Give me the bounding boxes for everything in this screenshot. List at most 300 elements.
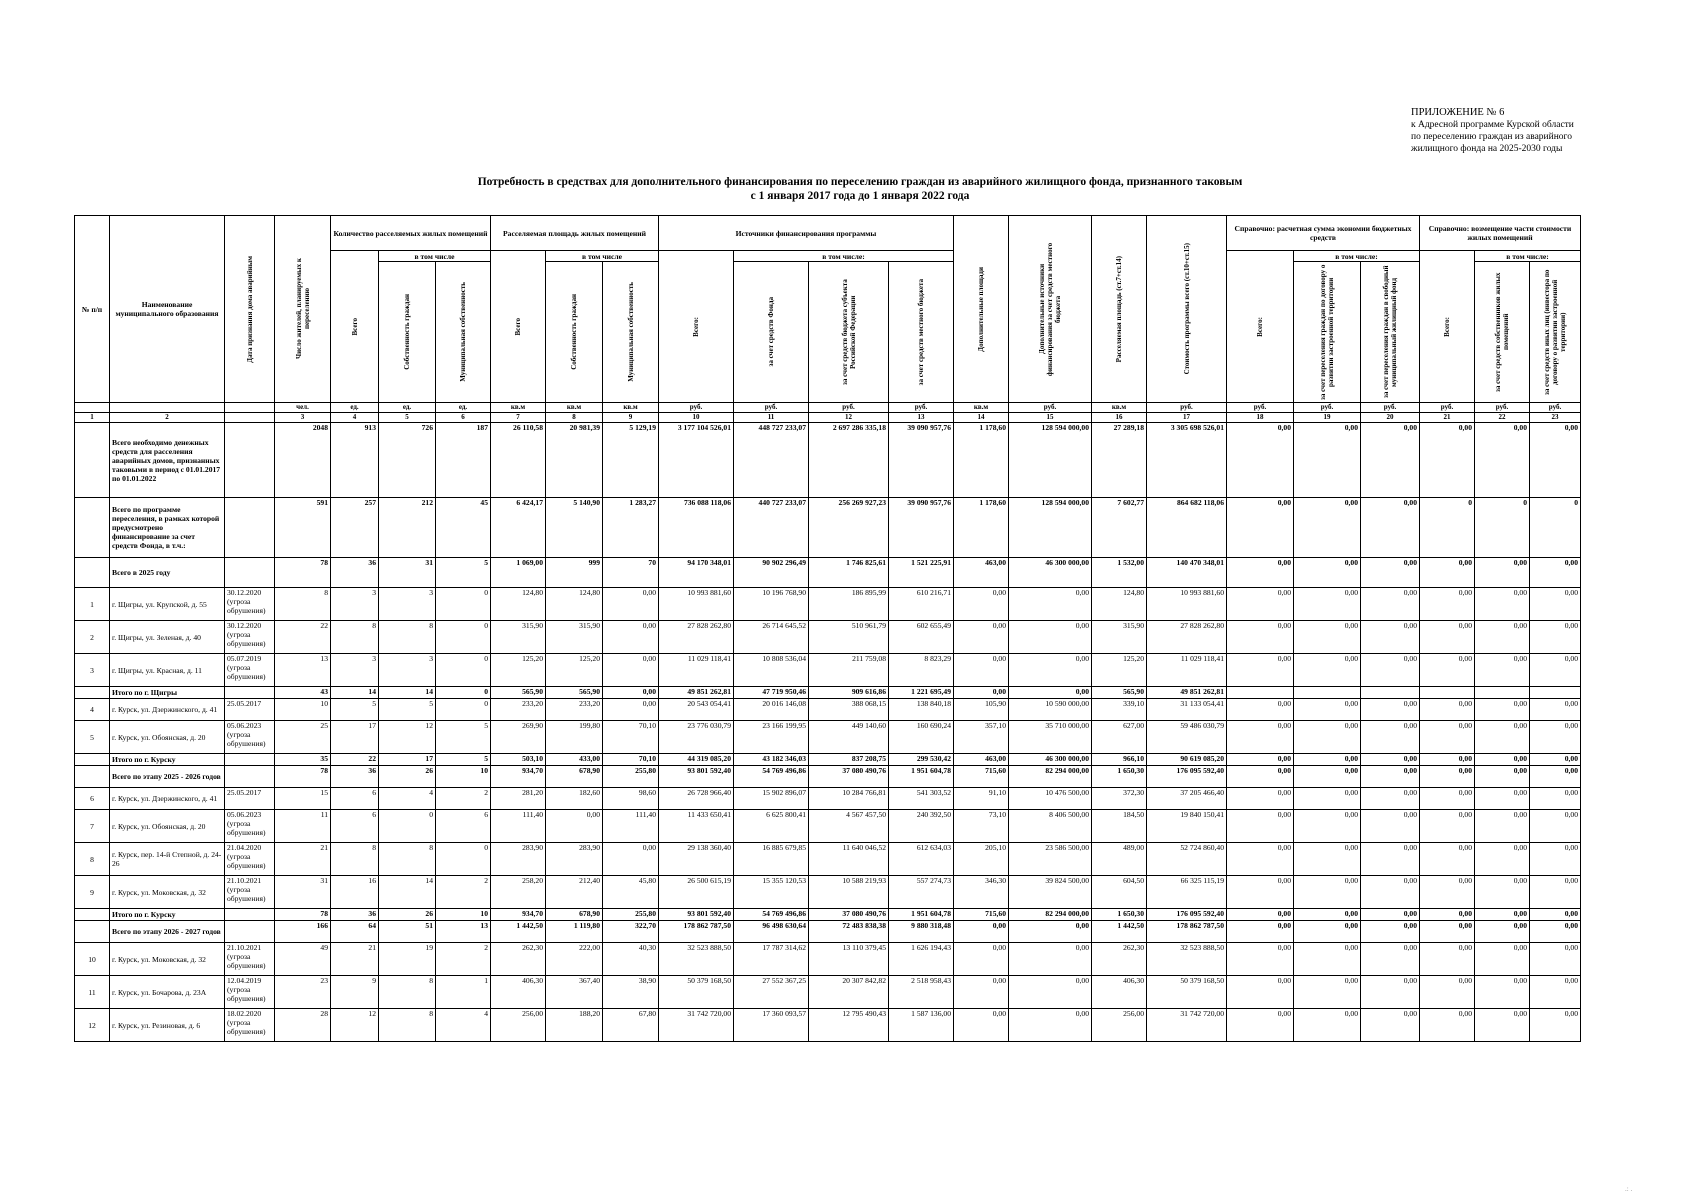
row-value-cell: 0,00: [1475, 699, 1530, 721]
row-value-cell: 5: [379, 699, 436, 721]
row-value-cell: 0,00: [1294, 699, 1361, 721]
row-value-cell: 0,00: [603, 654, 659, 687]
row-value-cell: 0,00: [1294, 621, 1361, 654]
row-date: 30.12.2020 (угроза обрушения): [225, 621, 275, 654]
row-value-cell: 283,90: [491, 843, 546, 876]
column-index-cell: 6: [436, 413, 491, 423]
row-value-cell: 0,00: [1530, 423, 1581, 498]
row-value-cell: 78: [275, 558, 331, 588]
row-value-cell: 256 269 927,23: [809, 498, 889, 558]
row-value-cell: 8: [379, 621, 436, 654]
column-index-cell: 11: [734, 413, 809, 423]
row-value-cell: 0,00: [1294, 588, 1361, 621]
row-value-cell: 0,00: [1530, 876, 1581, 909]
row-value-cell: 0,00: [603, 699, 659, 721]
row-value-cell: 0,00: [603, 588, 659, 621]
row-value-cell: 70,10: [603, 754, 659, 766]
table-row: [75, 788, 1581, 810]
row-value-cell: 678,90: [546, 766, 603, 788]
row-value-cell: 5: [436, 558, 491, 588]
unit-cell: кв.м: [1092, 403, 1147, 413]
unit-cell: руб.: [1361, 403, 1420, 413]
row-date: [225, 754, 275, 766]
row-name: г. Курск, ул. Моковская, д. 32: [110, 943, 225, 976]
row-value-cell: 70,10: [603, 721, 659, 754]
row-value-cell: 233,20: [546, 699, 603, 721]
row-value-cell: 0,00: [1530, 699, 1581, 721]
row-value-cell: 489,00: [1092, 843, 1147, 876]
header-saving-total: Всего:: [1256, 316, 1264, 337]
row-value-cell: 10: [436, 909, 491, 921]
row-date: 30.12.2020 (угроза обрушения): [225, 588, 275, 621]
row-value-cell: 66 325 115,19: [1147, 876, 1227, 909]
row-value-cell: 0,00: [954, 943, 1009, 976]
row-value-cell: 199,80: [546, 721, 603, 754]
row-value-cell: 6: [436, 810, 491, 843]
row-number: [75, 909, 110, 921]
row-value-cell: 140 470 348,01: [1147, 558, 1227, 588]
row-value-cell: 0,00: [1361, 423, 1420, 498]
table-row: [75, 721, 1581, 754]
row-value-cell: 19 840 150,41: [1147, 810, 1227, 843]
row-value-cell: 212: [379, 498, 436, 558]
row-value-cell: 0,00: [1227, 976, 1294, 1009]
row-name: г. Курск, пер. 14-й Степной, д. 24-26: [110, 843, 225, 876]
row-value-cell: 51: [379, 921, 436, 943]
row-value-cell: 0,00: [1361, 498, 1420, 558]
row-value-cell: 433,00: [546, 754, 603, 766]
row-value-cell: 35: [275, 754, 331, 766]
table-total-row: [75, 766, 1581, 788]
unit-cell: ед.: [436, 403, 491, 413]
row-value-cell: 0,00: [1227, 909, 1294, 921]
row-value-cell: 0,00: [1227, 558, 1294, 588]
header-group-saving: Справочно: расчетная сумма экономии бюджетных средств: [1227, 216, 1420, 251]
row-number: 3: [75, 654, 110, 687]
row-value-cell: 262,30: [491, 943, 546, 976]
row-number: [75, 558, 110, 588]
row-value-cell: 36: [331, 558, 379, 588]
row-value-cell: 406,30: [1092, 976, 1147, 1009]
row-value-cell: 21: [331, 943, 379, 976]
row-value-cell: 14: [379, 876, 436, 909]
row-value-cell: 8: [379, 976, 436, 1009]
row-value-cell: 38,90: [603, 976, 659, 1009]
row-value-cell: 999: [546, 558, 603, 588]
row-value-cell: 1 283,27: [603, 498, 659, 558]
row-value-cell: 0,00: [1475, 976, 1530, 1009]
column-index-cell: 15: [1009, 413, 1092, 423]
unit-cell: ед.: [379, 403, 436, 413]
header-rooms-citizens: Собственность граждан: [403, 294, 411, 370]
row-value-cell: [1475, 687, 1530, 699]
row-value-cell: 27 828 262,80: [1147, 621, 1227, 654]
row-value-cell: 187: [436, 423, 491, 498]
row-value-cell: 10: [275, 699, 331, 721]
row-value-cell: 0,00: [1420, 909, 1475, 921]
row-value-cell: 0,00: [1294, 843, 1361, 876]
row-date: 18.02.2020 (угроза обрушения): [225, 1009, 275, 1042]
row-number: 10: [75, 943, 110, 976]
column-index-cell: 7: [491, 413, 546, 423]
row-value-cell: 0,00: [1420, 754, 1475, 766]
table-row: [75, 843, 1581, 876]
table-row: [75, 588, 1581, 621]
row-value-cell: 0,00: [1420, 921, 1475, 943]
header-saving-development: за счет переселения граждан по договору о развитии застроенной территории: [1319, 264, 1335, 400]
table-body: [75, 403, 1581, 1042]
row-value-cell: 111,40: [603, 810, 659, 843]
row-value-cell: 256,00: [491, 1009, 546, 1042]
row-value-cell: 0,00: [1294, 754, 1361, 766]
row-value-cell: 1 532,00: [1092, 558, 1147, 588]
row-value-cell: 1 587 136,00: [889, 1009, 954, 1042]
row-value-cell: 864 682 118,06: [1147, 498, 1227, 558]
row-value-cell: 1 650,30: [1092, 766, 1147, 788]
header-program-cost: Стоимость программы всего (ст.10+ст.15): [1182, 243, 1191, 375]
row-value-cell: 8: [275, 588, 331, 621]
row-value-cell: 3 177 104 526,01: [659, 423, 734, 498]
row-value-cell: 0: [436, 699, 491, 721]
row-value-cell: 257: [331, 498, 379, 558]
column-index-cell: 9: [603, 413, 659, 423]
row-value-cell: 610 216,71: [889, 588, 954, 621]
table-total-row: [75, 558, 1581, 588]
row-number: [75, 921, 110, 943]
row-value-cell: 125,20: [546, 654, 603, 687]
row-value-cell: 32 523 888,50: [659, 943, 734, 976]
row-number: 7: [75, 810, 110, 843]
row-value-cell: 184,50: [1092, 810, 1147, 843]
row-value-cell: 565,90: [546, 687, 603, 699]
row-value-cell: 0: [436, 588, 491, 621]
row-number: 5: [75, 721, 110, 754]
row-value-cell: 26 714 645,52: [734, 621, 809, 654]
row-value-cell: 7 602,77: [1092, 498, 1147, 558]
row-value-cell: 0,00: [1361, 810, 1420, 843]
row-value-cell: 16 885 679,85: [734, 843, 809, 876]
row-value-cell: 0,00: [1294, 943, 1361, 976]
row-value-cell: 9 880 318,48: [889, 921, 954, 943]
row-value-cell: 27 289,18: [1092, 423, 1147, 498]
row-value-cell: 0,00: [1361, 1009, 1420, 1042]
row-value-cell: 0,00: [1530, 943, 1581, 976]
row-value-cell: 125,20: [1092, 654, 1147, 687]
table-row: [75, 654, 1581, 687]
row-value-cell: 44 319 085,20: [659, 754, 734, 766]
table-row: [75, 876, 1581, 909]
row-value-cell: 1 442,50: [1092, 921, 1147, 943]
table-total-row: [75, 498, 1581, 558]
unit-cell: руб.: [734, 403, 809, 413]
row-value-cell: 96 498 630,64: [734, 921, 809, 943]
row-value-cell: 124,80: [546, 588, 603, 621]
row-number: 4: [75, 699, 110, 721]
header-area-citizens: Собственность граждан: [570, 294, 578, 370]
row-value-cell: 255,80: [603, 766, 659, 788]
row-value-cell: 1 951 604,78: [889, 909, 954, 921]
row-number: 1: [75, 588, 110, 621]
row-value-cell: 17 787 314,62: [734, 943, 809, 976]
row-value-cell: 32 523 888,50: [1147, 943, 1227, 976]
row-value-cell: 0,00: [1227, 754, 1294, 766]
row-date: [225, 558, 275, 588]
table-row: [75, 699, 1581, 721]
row-value-cell: 40,30: [603, 943, 659, 976]
row-value-cell: 966,10: [1092, 754, 1147, 766]
row-value-cell: 37 080 490,76: [809, 766, 889, 788]
row-value-cell: 0,00: [1475, 621, 1530, 654]
row-value-cell: 256,00: [1092, 1009, 1147, 1042]
row-value-cell: 0,00: [1530, 588, 1581, 621]
column-index-cell: 19: [1294, 413, 1361, 423]
row-value-cell: 0,00: [1227, 810, 1294, 843]
row-value-cell: 0,00: [1530, 1009, 1581, 1042]
row-value-cell: 0,00: [1227, 1009, 1294, 1042]
row-value-cell: 11: [275, 810, 331, 843]
row-value-cell: 715,60: [954, 766, 1009, 788]
row-value-cell: 1 951 604,78: [889, 766, 954, 788]
row-date: [225, 498, 275, 558]
row-value-cell: 0,00: [1361, 909, 1420, 921]
row-value-cell: [1294, 687, 1361, 699]
row-value-cell: 0,00: [1420, 976, 1475, 1009]
row-value-cell: 16: [331, 876, 379, 909]
header-local-budget: за счет средств местного бюджета: [917, 278, 925, 386]
row-value-cell: 64: [331, 921, 379, 943]
row-value-cell: [1227, 687, 1294, 699]
column-index-cell: [225, 413, 275, 423]
row-value-cell: 23 776 030,79: [659, 721, 734, 754]
row-value-cell: 372,30: [1092, 788, 1147, 810]
row-name: г. Курск, ул. Дзержинского, д. 41: [110, 699, 225, 721]
row-value-cell: 82 294 000,00: [1009, 766, 1092, 788]
row-value-cell: 11 433 650,41: [659, 810, 734, 843]
row-value-cell: 0,00: [1475, 810, 1530, 843]
row-value-cell: 612 634,03: [889, 843, 954, 876]
row-value-cell: 0,00: [1294, 1009, 1361, 1042]
appendix-line-2: по переселению граждан из аварийного: [1411, 132, 1572, 142]
row-value-cell: 0: [436, 654, 491, 687]
row-value-cell: 0,00: [1420, 788, 1475, 810]
row-name: г. Курск, ул. Резиновая, д. 6: [110, 1009, 225, 1042]
row-value-cell: 5: [436, 754, 491, 766]
row-value-cell: 20 543 054,41: [659, 699, 734, 721]
row-value-cell: 541 303,52: [889, 788, 954, 810]
row-value-cell: 1 119,80: [546, 921, 603, 943]
column-index-cell: 13: [889, 413, 954, 423]
row-value-cell: 0,00: [1009, 588, 1092, 621]
row-value-cell: 262,30: [1092, 943, 1147, 976]
row-value-cell: 591: [275, 498, 331, 558]
row-value-cell: 0,00: [1294, 810, 1361, 843]
row-value-cell: 31: [379, 558, 436, 588]
row-value-cell: 47 719 950,46: [734, 687, 809, 699]
row-name: г. Щигры, ул. Красная, д. 11: [110, 654, 225, 687]
row-value-cell: 128 594 000,00: [1009, 423, 1092, 498]
row-value-cell: 0,00: [954, 621, 1009, 654]
row-value-cell: 31 133 054,41: [1147, 699, 1227, 721]
row-value-cell: 8: [331, 843, 379, 876]
row-value-cell: 17: [331, 721, 379, 754]
row-value-cell: 0,00: [1227, 498, 1294, 558]
row-name: Всего по этапу 2026 - 2027 годов: [110, 921, 225, 943]
row-value-cell: 11 640 046,52: [809, 843, 889, 876]
row-value-cell: 1 650,30: [1092, 909, 1147, 921]
row-value-cell: 6 625 800,41: [734, 810, 809, 843]
row-value-cell: 10 590 000,00: [1009, 699, 1092, 721]
row-value-cell: 0,00: [1227, 654, 1294, 687]
row-value-cell: 0,00: [1530, 810, 1581, 843]
unit-cell: кв.м: [491, 403, 546, 413]
row-value-cell: 0,00: [1475, 588, 1530, 621]
row-value-cell: 178 862 787,50: [1147, 921, 1227, 943]
row-value-cell: 0,00: [1294, 498, 1361, 558]
row-value-cell: 26: [379, 909, 436, 921]
row-value-cell: 934,70: [491, 766, 546, 788]
header-comp-total: Всего:: [1443, 316, 1451, 337]
row-value-cell: 31 742 720,00: [659, 1009, 734, 1042]
row-value-cell: 0,00: [1420, 943, 1475, 976]
row-number: 11: [75, 976, 110, 1009]
row-value-cell: 37 080 490,76: [809, 909, 889, 921]
row-value-cell: 36: [331, 766, 379, 788]
row-value-cell: 0,00: [1009, 1009, 1092, 1042]
row-value-cell: 255,80: [603, 909, 659, 921]
row-date: [225, 766, 275, 788]
row-value-cell: 8: [379, 843, 436, 876]
column-index-cell: 4: [331, 413, 379, 423]
row-value-cell: 0,00: [1227, 588, 1294, 621]
row-value-cell: 27 828 262,80: [659, 621, 734, 654]
row-name: Итого по г. Щигры: [110, 687, 225, 699]
table-total-row: [75, 423, 1581, 498]
row-value-cell: 0,00: [1475, 876, 1530, 909]
row-value-cell: 3: [379, 654, 436, 687]
column-index-cell: 21: [1420, 413, 1475, 423]
resettlement-table: [74, 215, 1581, 1042]
row-value-cell: 2: [436, 876, 491, 909]
header-group-area: Расселяемая площадь жилых помещений: [491, 216, 659, 251]
row-value-cell: 21: [275, 843, 331, 876]
row-number: [75, 423, 110, 498]
header-rooms-incl: в том числе: [379, 251, 491, 262]
column-index-cell: 23: [1530, 413, 1581, 423]
row-value-cell: 0,00: [1361, 721, 1420, 754]
row-value-cell: 29 138 360,40: [659, 843, 734, 876]
row-value-cell: 0,00: [1227, 766, 1294, 788]
row-value-cell: 0,00: [1475, 766, 1530, 788]
row-value-cell: 186 895,99: [809, 588, 889, 621]
unit-cell: руб.: [1009, 403, 1092, 413]
unit-cell: чел.: [275, 403, 331, 413]
row-value-cell: [1420, 687, 1475, 699]
row-value-cell: 0: [1420, 498, 1475, 558]
row-value-cell: 0,00: [1009, 621, 1092, 654]
row-value-cell: 510 961,79: [809, 621, 889, 654]
row-value-cell: 26 500 615,19: [659, 876, 734, 909]
header-num: № п/п: [75, 216, 110, 403]
row-value-cell: 269,90: [491, 721, 546, 754]
row-date: [225, 921, 275, 943]
row-value-cell: 0,00: [1420, 621, 1475, 654]
row-value-cell: 440 727 233,07: [734, 498, 809, 558]
row-value-cell: 52 724 860,40: [1147, 843, 1227, 876]
header-date: Дата признания дома аварийным: [245, 255, 254, 363]
row-value-cell: 4 567 457,50: [809, 810, 889, 843]
table-row: [75, 810, 1581, 843]
row-value-cell: 12: [331, 1009, 379, 1042]
unit-cell: кв.м: [603, 403, 659, 413]
row-value-cell: 322,70: [603, 921, 659, 943]
row-name: г. Курск, ул. Обоянская, д. 20: [110, 721, 225, 754]
row-date: 05.06.2023 (угроза обрушения): [225, 721, 275, 754]
row-value-cell: 1 178,60: [954, 423, 1009, 498]
row-value-cell: 91,10: [954, 788, 1009, 810]
row-value-cell: 6: [331, 810, 379, 843]
column-index-cell: 12: [809, 413, 889, 423]
row-value-cell: 10 993 881,60: [659, 588, 734, 621]
row-value-cell: 90 619 085,20: [1147, 754, 1227, 766]
row-value-cell: 82 294 000,00: [1009, 909, 1092, 921]
row-value-cell: 565,90: [1092, 687, 1147, 699]
row-value-cell: 39 824 500,00: [1009, 876, 1092, 909]
header-saving-incl: в том числе:: [1294, 251, 1420, 262]
row-date: 21.10.2021 (угроза обрушения): [225, 876, 275, 909]
row-value-cell: 8: [379, 1009, 436, 1042]
row-number: 2: [75, 621, 110, 654]
row-value-cell: 14: [331, 687, 379, 699]
row-value-cell: 627,00: [1092, 721, 1147, 754]
row-value-cell: 0,00: [954, 921, 1009, 943]
row-value-cell: 50 379 168,50: [1147, 976, 1227, 1009]
row-value-cell: 13 110 379,45: [809, 943, 889, 976]
row-value-cell: 0,00: [1420, 423, 1475, 498]
row-value-cell: 0,00: [1361, 843, 1420, 876]
row-value-cell: 15 902 896,07: [734, 788, 809, 810]
row-value-cell: 1 221 695,49: [889, 687, 954, 699]
table-total-row: [75, 687, 1581, 699]
row-value-cell: 3: [331, 588, 379, 621]
row-value-cell: 0,00: [1475, 843, 1530, 876]
row-number: [75, 766, 110, 788]
header-name: Наименование муниципального образования: [110, 216, 225, 403]
column-index-cell: 10: [659, 413, 734, 423]
row-value-cell: 357,10: [954, 721, 1009, 754]
row-value-cell: 50 379 168,50: [659, 976, 734, 1009]
header-extra-sources: Дополнительные источники финансирования за счет средств местного бюджета: [1038, 242, 1062, 376]
row-value-cell: 388 068,15: [809, 699, 889, 721]
row-value-cell: 23 586 500,00: [1009, 843, 1092, 876]
row-value-cell: 176 095 592,40: [1147, 909, 1227, 921]
row-value-cell: 0,00: [1530, 921, 1581, 943]
row-value-cell: 258,20: [491, 876, 546, 909]
row-value-cell: 0,00: [1361, 699, 1420, 721]
row-value-cell: 726: [379, 423, 436, 498]
unit-cell: руб.: [1475, 403, 1530, 413]
row-value-cell: 23: [275, 976, 331, 1009]
unit-cell: кв.м: [546, 403, 603, 413]
row-value-cell: 78: [275, 766, 331, 788]
row-value-cell: 25: [275, 721, 331, 754]
header-extra-area: Дополнительные площади: [977, 266, 985, 352]
row-value-cell: 28: [275, 1009, 331, 1042]
header-residents: Число жителей, планируемых к переселению: [294, 258, 311, 360]
document-title-line-1: Потребность в средствах для дополнительного финансирования по переселению граждан из аварийного жилищного фонда, признанного таковым: [477, 176, 1243, 188]
row-value-cell: 26: [379, 766, 436, 788]
row-date: 25.05.2017: [225, 788, 275, 810]
unit-cell-empty: [225, 403, 275, 413]
